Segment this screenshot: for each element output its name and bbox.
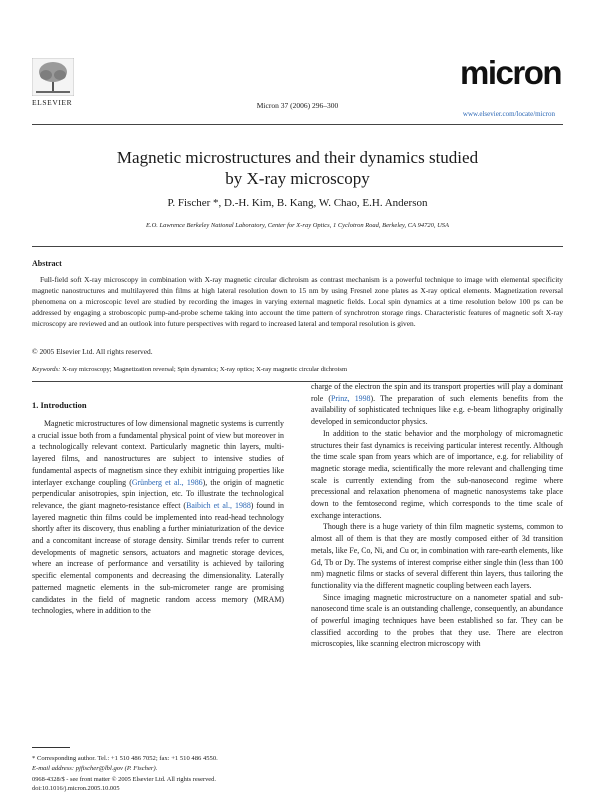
abstract-heading: Abstract <box>32 259 62 268</box>
citation-link[interactable]: Baibich et al., 1988 <box>186 500 251 510</box>
elsevier-tree-logo-icon <box>32 58 74 96</box>
abstract-text: Full-field soft X-ray microscopy in combination with X-ray magnetic circular dichroism as contrast mechanism is a powerful technique to image with elemental specificity magnetic nanostructures and multilayered thin films at high lateral resolution down to 15 nm by using Fresnel zone plates as X-ray optical elements. Magnetization reversal phenomena on a microscopic level are studied by recording the images in varying external magnetic fields. Local spin dynamics at a time resolution below 100 ps can be addressed by engaging a stroboscopic pump-and-probe scheme taking into account the time pattern of synchrotron storage rings. Characteristic features of magnetic soft X-ray microscopy are reviewed and an outlook into future perspectives with regard to increased lateral and temporal resolution is given. <box>32 275 563 328</box>
journal-citation: Micron 37 (2006) 296–300 <box>256 101 339 110</box>
keywords-label: Keywords: <box>32 366 61 373</box>
paragraph: Magnetic microstructures of low dimensional magnetic systems is currently a crucial issue both from a fundamental physical point of view but moreover in a technologically relevant context. Particularly magnetic thin layers, multi-layered films, and nanostructures are subject to intensive studies of fundamental aspects of magnetism since they exhibit intriguing properties like interlayer exchange coupling (Grünberg et al., 1986), the origin of magnetic perpendicular anisotropies, spin injection, etc. To illustrate the technological relevance, the giant magneto-resistance effect (Baibich et al., 1988) found in layered magnetic thin films could be implemented into read-head technology shortly after its discovery, thus enabling a further miniaturization of the device and a concomitant increase of storage density. Similar trends refer to current developments of magnetic sensors, actuators and magnetic storage devices, where an increase of performance and versatility is achieved by tailoring specific elemental components and decreasing the dimensionality. Laterally patterned magnetic elements in the sub-micrometer range are promising candidates in the field of magnetic random access memory (MRAM) technologies, where in addition to the <box>32 419 284 616</box>
keywords-text: X-ray microscopy; Magnetization reversal; Spin dynamics; X-ray optics; X-ray magnetic circular dichroism <box>61 366 348 373</box>
keywords-line <box>32 366 347 373</box>
article-title: Magnetic microstructures and their dynamics studied by X-ray microscopy <box>116 148 479 188</box>
issn-line: 0968-4328/$ - see front matter © 2005 Elsevier Ltd. All rights reserved. <box>32 776 216 783</box>
publisher-name: ELSEVIER <box>32 98 73 107</box>
footnote-corresponding: * Corresponding author. Tel.: +1 510 486 7052; fax: +1 510 486 4550. <box>32 755 218 762</box>
journal-url-link[interactable]: www.elsevier.com/locate/micron <box>462 110 555 118</box>
citation-link[interactable]: Grünberg et al., 1986 <box>131 477 203 487</box>
left-column <box>32 418 284 617</box>
footnote-rule <box>32 747 70 748</box>
header-rule <box>32 124 563 125</box>
paragraph: Though there is a huge variety of thin film magnetic systems, common to almost all of them is that they are mostly composed either of 3d transition metals, like Fe, Co, Ni, and Cu or, in combination with rare-earth elements, like Gd, Tb or Dy. The systems of interest comprise either single thin (less than 100 nm) magnetic films or stacks of several different thin layers, thus tailoring the functionality via the different magnetic coupling between each layers. <box>311 522 563 590</box>
paragraph: In addition to the static behavior and the morphology of micromagnetic structures their fast dynamics is receiving particular interest recently. Although the time scale span from years which are of importance, e.g. for reliability of magnetic storage media, scientifically the more relevant and challenging time scale is currently extending from the sub-nanosecond regime where precessional and relaxation phenomena of magnetic nanosystems take place down to the femtosecond regime, which corresponds to the time scale of exchange interactions. <box>311 428 563 520</box>
footnote-email: E-mail address: pjfischer@lbl.gov (P. Fischer). <box>32 765 158 772</box>
right-column <box>311 381 563 650</box>
footnote <box>32 754 218 774</box>
citation-link[interactable]: Prinz, 1998 <box>331 393 371 403</box>
issn-block <box>32 775 216 793</box>
doi-line: doi:10.1016/j.micron.2005.10.005 <box>32 785 120 792</box>
affiliation: E.O. Lawrence Berkeley National Laboratory, Center for X-ray Optics, 1 Cyclotron Road, Berkeley, CA 94720, USA <box>145 222 450 229</box>
author-list: P. Fischer *, D.-H. Kim, B. Kang, W. Chao, E.H. Anderson <box>167 197 428 209</box>
paragraph: Since imaging magnetic microstructure on a nanometer spatial and sub-nanosecond time scale is an outstanding challenge, consequently, an abundance of powerful imaging techniques have been established so far. They can be classified according to the probes that they use. There are electron microscopies, like scanning electron microscopy with <box>311 592 563 649</box>
abstract-copyright: © 2005 Elsevier Ltd. All rights reserved. <box>32 347 153 356</box>
section-heading: 1. Introduction <box>32 400 87 410</box>
paragraph: charge of the electron the spin and its transport properties will play a dominant role (Prinz, 1998). The preparation of such elements benefits from the availability of sophisticated techniques like e.g. e-beam lithography originally developed in semiconductor physics. <box>311 382 563 427</box>
abstract-top-rule <box>32 246 563 247</box>
journal-logo: micron <box>460 54 562 91</box>
